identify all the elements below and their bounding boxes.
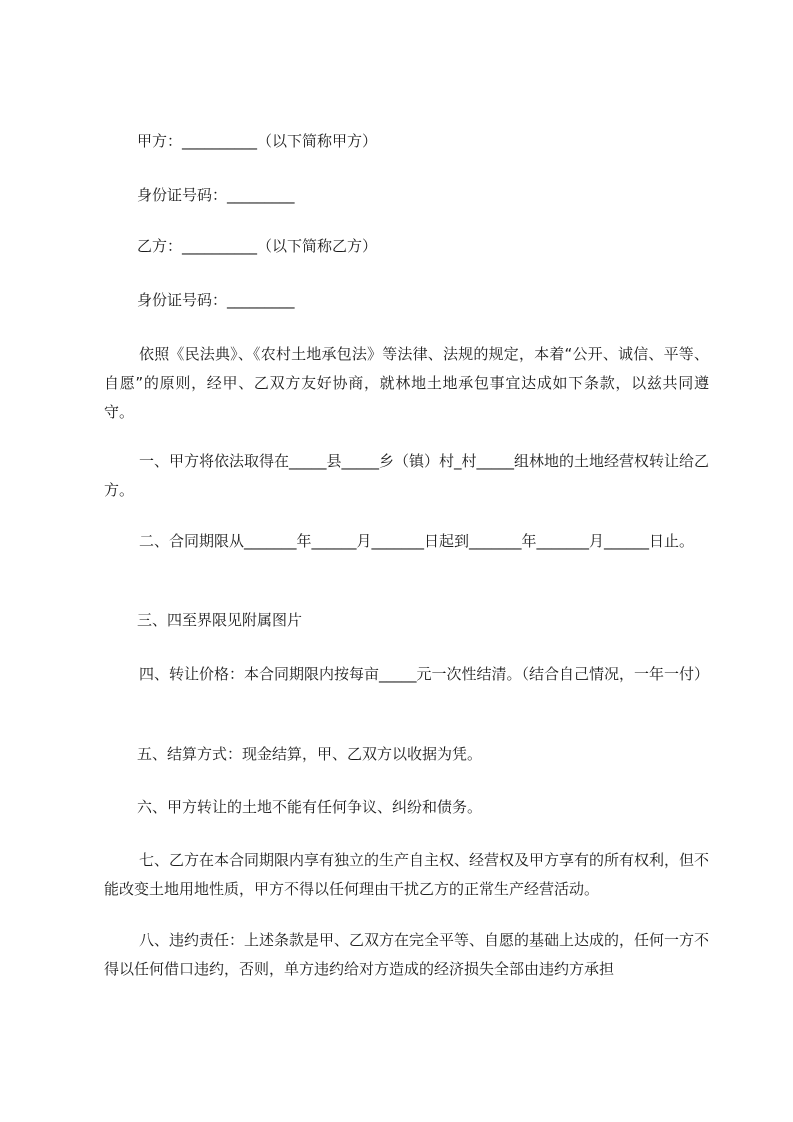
clause-5-paragraph: 五、结算方式：现金结算，甲、乙双方以收据为凭。 (137, 745, 483, 763)
party-a-id-line: 身份证号码：_________ (137, 186, 295, 204)
clause-4-paragraph: 四、转让价格：本合同期限内按每亩_____元一次性结清。（结合自己情况，一年一付） (139, 665, 710, 683)
preamble-paragraph: 依照《民法典》、《农村土地承包法》等法律、法规的规定，本着“公开、诚信、平等、自愿”的原则，经甲、乙双方友好协商，就林地土地承包事宜达成如下条款，以兹共同遵守。 (104, 345, 709, 421)
clause-3-paragraph: 三、四至界限见附属图片 (137, 611, 303, 629)
party-b-line: 乙方：__________（以下简称乙方） (137, 237, 378, 255)
clause-1-paragraph: 一、甲方将依法取得在_____县_____乡（镇）村_村_____组林地的土地经营权转让给乙方。 (104, 452, 710, 499)
party-a-line: 甲方：__________（以下简称甲方） (137, 132, 378, 150)
clause-6-paragraph: 六、甲方转让的土地不能有任何争议、纠纷和债务。 (137, 798, 483, 816)
clause-8-paragraph: 八、违约责任：上述条款是甲、乙双方在完全平等、自愿的基础上达成的，任何一方不得以任何借口违约，否则，单方违约给对方造成的经济损失全部由违约方承担 (104, 931, 710, 978)
clause-7-paragraph: 七、乙方在本合同期限内享有独立的生产自主权、经营权及甲方享有的所有权利，但不能改变土地用地性质，甲方不得以任何理由干扰乙方的正常生产经营活动。 (104, 851, 710, 898)
clause-2-paragraph: 二、合同期限从_______年______月_______日起到_______年_______月______日止。 (139, 532, 695, 550)
party-b-id-line: 身份证号码：_________ (137, 291, 295, 309)
